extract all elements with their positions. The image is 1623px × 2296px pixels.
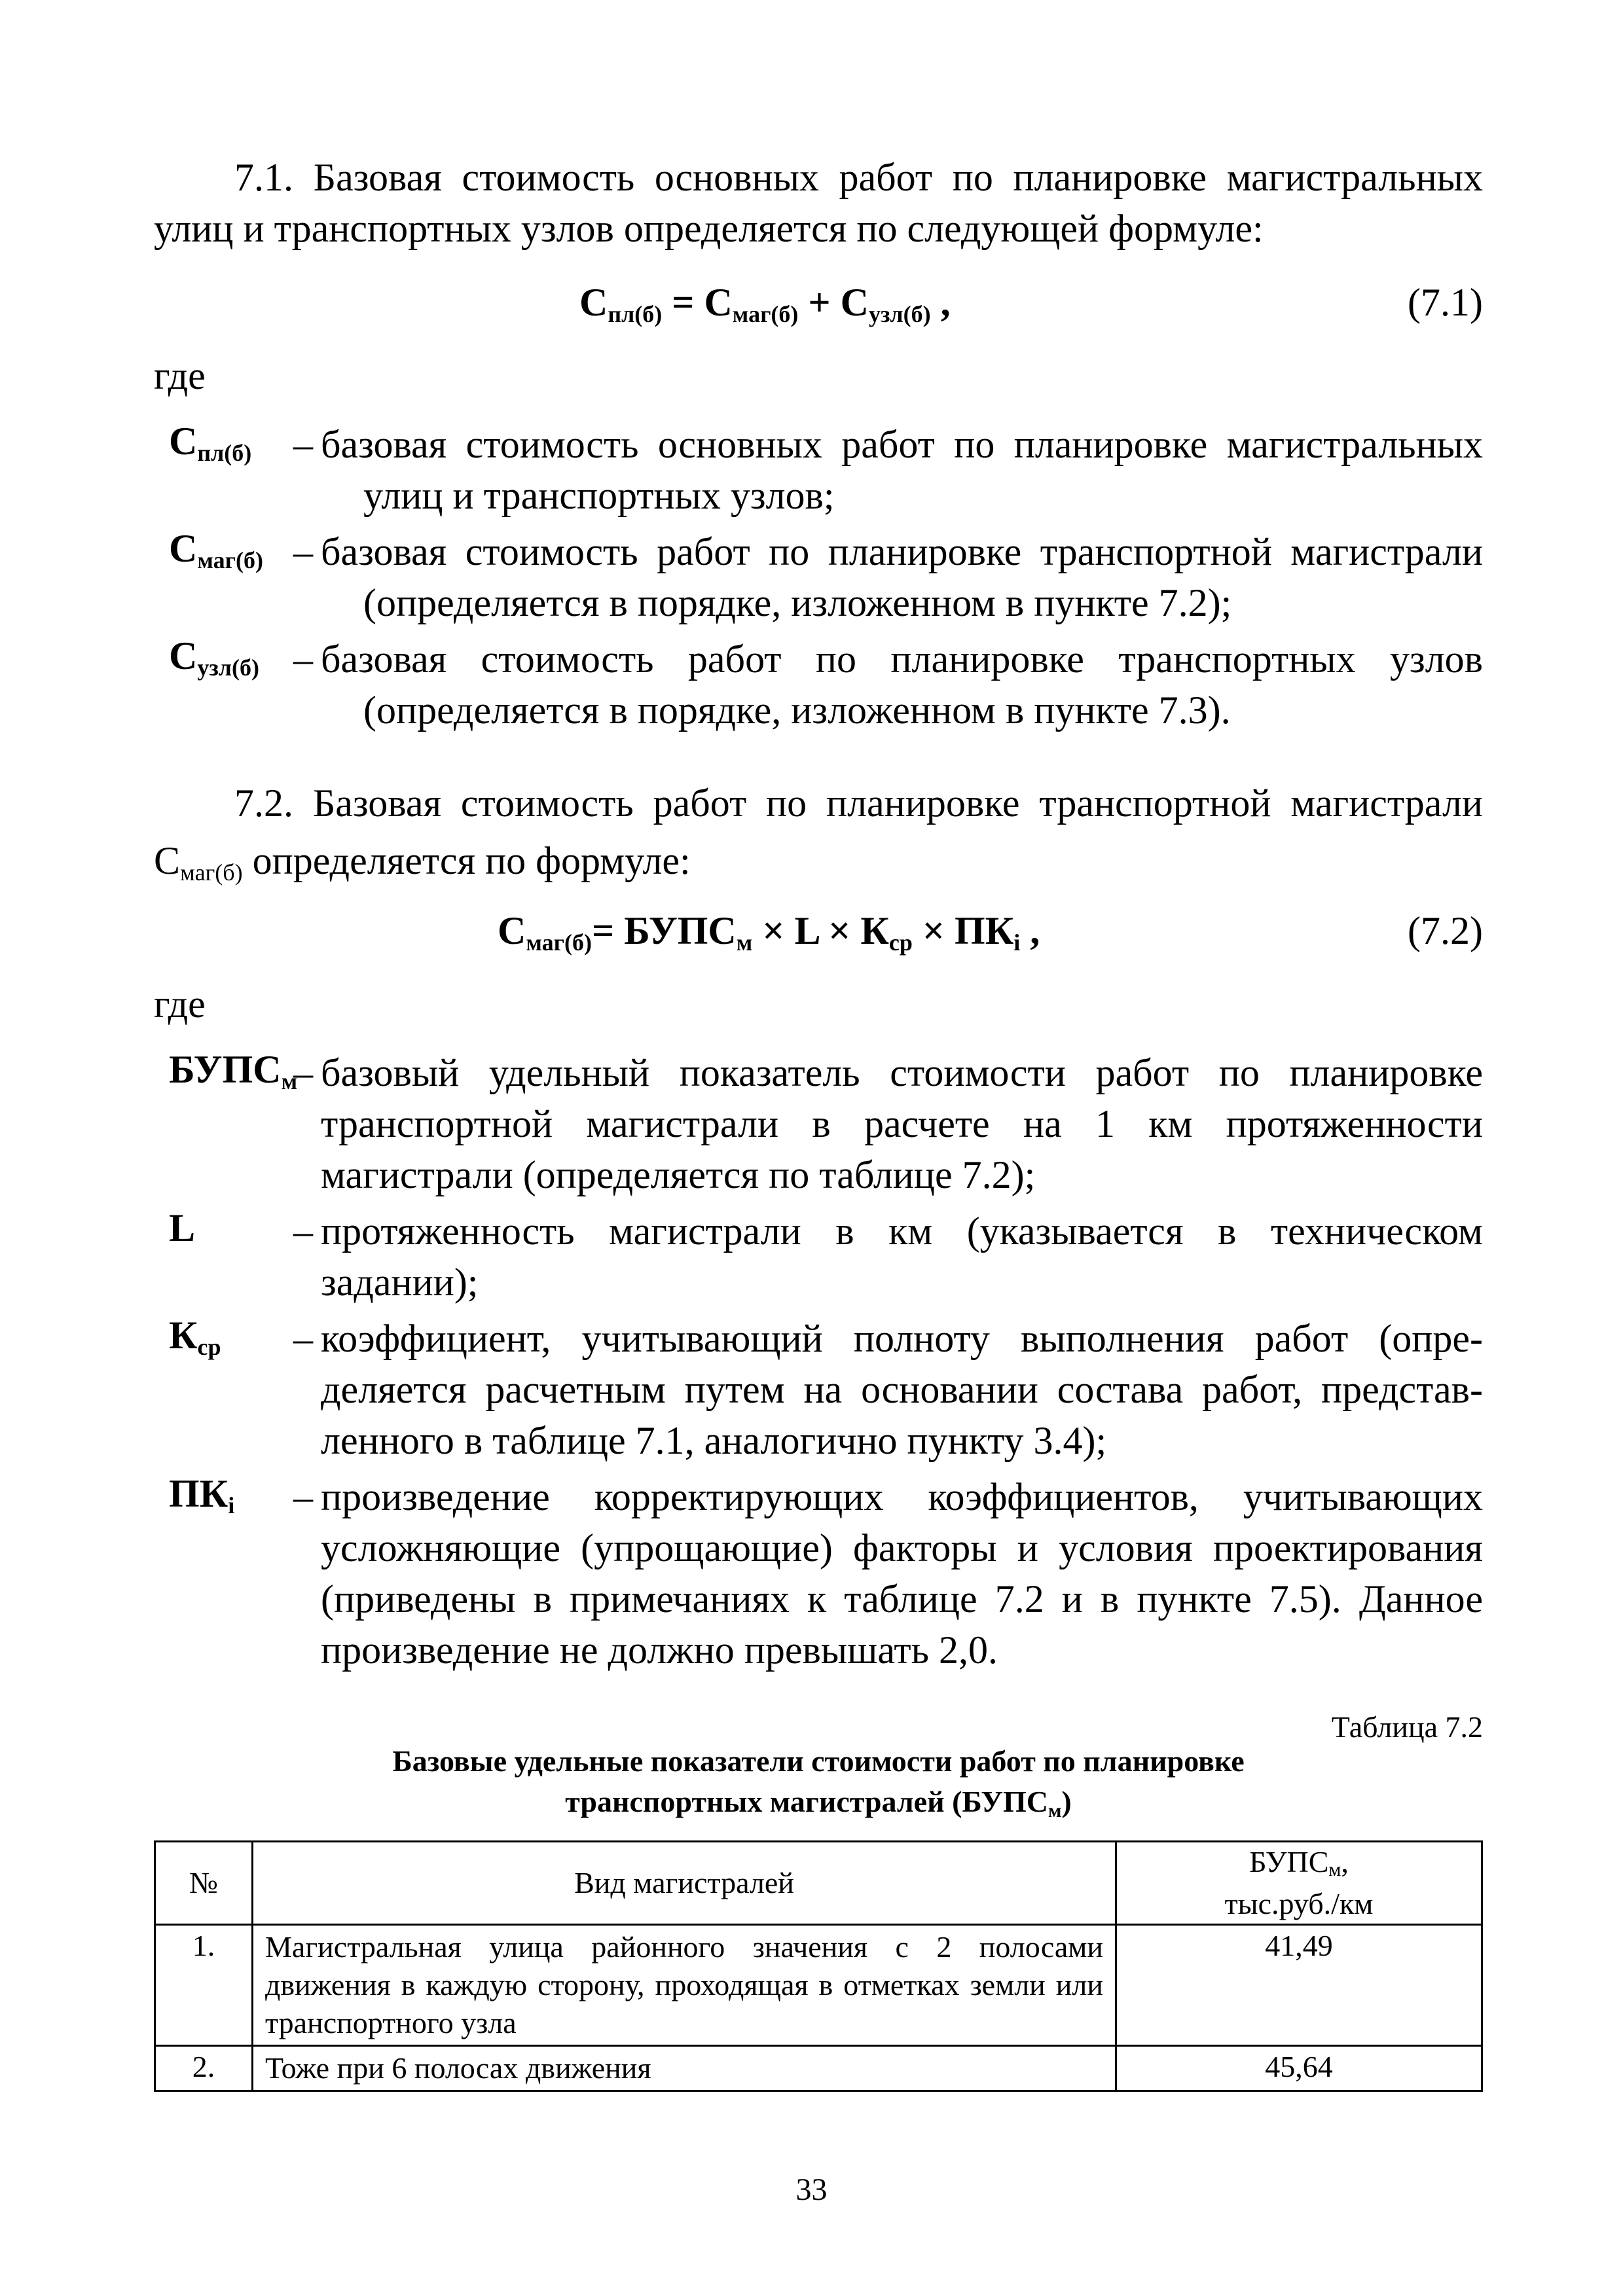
def-text-pk: – произведение корректирующих коэффициентов, учитывающих усложняющие (упрощающие) факторы и условия проектирования (приведены в примечаниях к таблице 7.2 и в пункте 7.5). Данное произведение не должно превышать 2,0. xyxy=(293,1475,1483,1672)
def-text-l: – протяженность магистрали в км (указывается в техническом задании); xyxy=(293,1210,1483,1304)
row-num: 1. xyxy=(155,1925,253,2046)
def-symbol-l: L xyxy=(169,1206,196,1249)
def-text-c-pl: – базовая стоимость основных работ по планировке магистральных улиц и транспортных узлов; xyxy=(293,423,1483,517)
def-text-bups: – базовый удельный показатель стоимости работ по планировке транспортной магистрали в расчете на 1 км протяженности магистрали (определяется по таблице 7.2); xyxy=(293,1051,1483,1196)
formula-7-1: $С_{пл(б)} = С_{маг(б)} + С_{узл(б)}$ , xyxy=(579,281,951,327)
def-symbol-k-sr: $К_{ср}$ xyxy=(169,1314,221,1360)
table-title: Базовые удельные показатели стоимости работ по планировке транспортных магистралей $(БУПС_м)$ xyxy=(392,1744,1245,1821)
table-header-row xyxy=(155,1842,1482,1925)
row-num: 2. xyxy=(155,2046,253,2091)
formula-7-2-number: (7.2) xyxy=(1408,909,1483,952)
row-name: Тоже при 6 полосах движения xyxy=(253,2046,1116,2091)
def-symbol-pk: $ПК_i$ xyxy=(169,1472,235,1518)
header-name: Вид магистралей xyxy=(253,1842,1116,1925)
formula-7-1-number: (7.1) xyxy=(1408,281,1483,324)
table-number-label: Таблица 7.2 xyxy=(1331,1710,1483,1744)
def-symbol-c-pl: $С_{пл(б)}$ xyxy=(169,420,252,466)
bups-table xyxy=(154,1840,1483,2092)
paragraph-7-2-line2: $С_{маг(б)}$ определяется по формуле: xyxy=(154,839,691,886)
header-value: $БУПС_м$, тыс.руб./км xyxy=(1116,1842,1482,1925)
def-symbol-bups: $БУПС_м$ xyxy=(169,1048,298,1094)
def-text-c-uzl: – базовая стоимость работ по планировке транспортных узлов (определяется в порядке, изложенном в пункте 7.3). xyxy=(293,637,1483,732)
row-value: 45,64 xyxy=(1116,2046,1482,2091)
header-num: № xyxy=(155,1842,253,1925)
table-row xyxy=(155,2046,1482,2091)
formula-7-2: $С_{маг(б)}=$ $БУПС_м \times L \times К_{ср} \times ПК_i$ , xyxy=(498,909,1040,956)
where-label-2: где xyxy=(154,982,206,1026)
def-symbol-c-mag: $С_{маг(б)}$ xyxy=(169,527,263,573)
paragraph-7-2-line1: 7.2. Базовая стоимость работ по планировке транспортной магистрали xyxy=(234,781,1483,825)
table-row xyxy=(155,1925,1482,2046)
def-symbol-c-uzl: $С_{узл(б)}$ xyxy=(169,634,259,681)
where-label-1: где xyxy=(154,354,206,397)
def-text-c-mag: – базовая стоимость работ по планировке транспортной магистрали (определяется в порядке, изложенном в пункте 7.2); xyxy=(293,530,1483,624)
paragraph-7-1-line2: улиц и транспортных узлов определяется по следующей формуле: xyxy=(154,207,1264,250)
row-value: 41,49 xyxy=(1116,1925,1482,2046)
page-number: 33 xyxy=(795,2172,828,2207)
row-name: Магистральная улица районного значения с 2 полосами движения в каждую сторону, проходящая в отметках земли или транспортного узла xyxy=(253,1925,1116,2046)
paragraph-7-1-line1: 7.1. Базовая стоимость основных работ по планировке магистральных xyxy=(234,156,1483,199)
def-text-k-sr: – коэффициент, учитывающий полноту выполнения работ (опре- деляется расчетным путем на основании состава работ, представ-ленного в таблице 7.1, аналогично пункту 3.4); xyxy=(293,1317,1483,1462)
